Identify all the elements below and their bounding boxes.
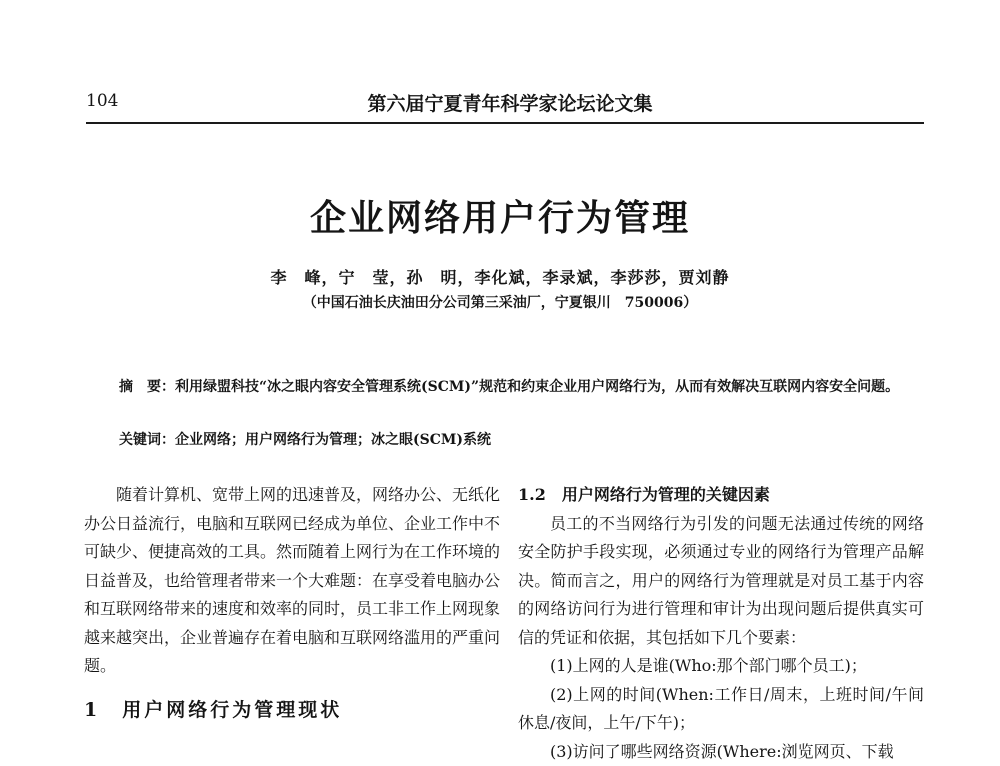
- keywords: [119, 429, 909, 451]
- body-paragraph: 员工的不当网络行为引发的问题无法通过传统的网络安全防护手段实现，必须通过专业的网络行为管理产品解决。简而言之，用户的网络行为管理就是对员工基于内容的网络访问行为进行管理和审计为出现问题后提供真实可信的凭证和依据，其包括如下几个要素：: [518, 510, 924, 653]
- page-number: 104: [86, 91, 118, 111]
- intro-paragraph: 随着计算机、宽带上网的迅速普及，网络办公、无纸化办公日益流行，电脑和互联网已经成为单位、企业工作中不可缺少、便捷高效的工具。然而随着上网行为在工作环境的日益普及，也给管理者带来一个大难题：在享受着电脑办公和互联网络带来的速度和效率的同时，员工非工作上网现象越来越突出，企业普遍存在着电脑和互联网络滥用的严重问题。: [84, 481, 500, 681]
- abstract-text: 利用绿盟科技“冰之眼内容安全管理系统(SCM)”规范和约束企业用户网络行为，从而有效解决互联网内容安全问题。: [175, 379, 899, 395]
- list-item: (1)上网的人是谁(Who:那个部门哪个员工)；: [518, 652, 924, 681]
- header-rule: [86, 122, 924, 124]
- left-column: [84, 481, 500, 725]
- author-affiliation: （中国石油长庆油田分公司第三采油厂，宁夏银川 750006）: [100, 292, 900, 312]
- subsection-heading: 1.2 用户网络行为管理的关键因素: [518, 481, 924, 510]
- list-item: (2)上网的时间(When:工作日/周末，上班时间/午间休息/夜间，上午/下午)；: [518, 681, 924, 738]
- author-list: 李 峰，宁 莹，孙 明，李化斌，李录斌，李莎莎，贾刘静: [100, 265, 900, 288]
- right-column: [518, 481, 924, 766]
- section-heading: 1 用户网络行为管理现状: [84, 695, 500, 725]
- running-header-title: 第六届宁夏青年科学家论坛论文集: [300, 89, 720, 116]
- abstract-label: 摘 要：: [119, 379, 175, 395]
- keywords-text: 企业网络；用户网络行为管理；冰之眼(SCM)系统: [175, 432, 491, 448]
- article-title: 企业网络用户行为管理: [100, 190, 900, 241]
- keywords-label: 关键词：: [119, 432, 175, 448]
- list-item: (3)访问了哪些网络资源(Where:浏览网页、下载: [518, 738, 924, 766]
- abstract: [119, 373, 909, 401]
